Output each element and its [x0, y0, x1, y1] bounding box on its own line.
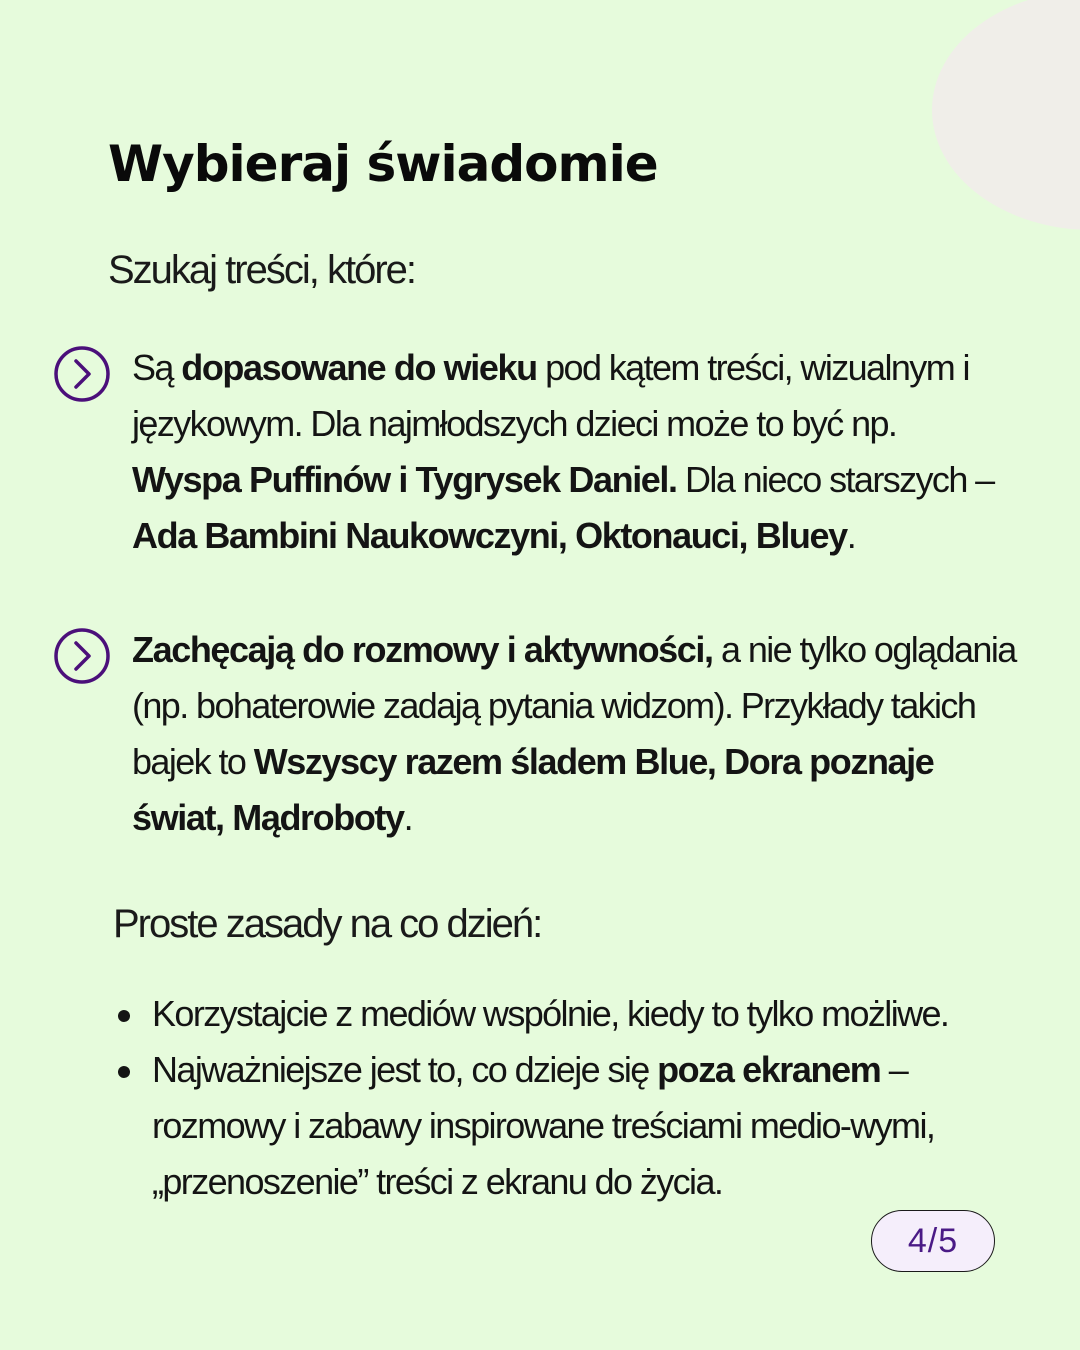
- intro-text: Szukaj treści, które:: [108, 248, 416, 292]
- page-indicator: 4/5: [871, 1210, 995, 1272]
- list-item: [52, 622, 1022, 846]
- page-title: Wybieraj świadomie: [108, 135, 658, 193]
- item-text: Są dopasowane do wieku pod kątem treści, wizualnym i językowym. Dla najmłodszych dzieci może to być np. Wyspa Puffinów i Tygrysek Daniel. Dla nieco starszych – Ada Bambini Naukowczyni, Oktonauci, Bluey.: [132, 347, 994, 556]
- decorative-blob: [932, 0, 1080, 230]
- list-item: Najważniejsze jest to, co dzieje się poza ekranem – rozmowy i zabawy inspirowane treściami medio-wymi, „przenoszenie” treści z ekranu do życia.: [114, 1042, 974, 1210]
- section-subtitle: Proste zasady na co dzień:: [113, 902, 542, 946]
- rules-list: [114, 986, 974, 1210]
- chevron-right-circle-icon: [52, 344, 112, 404]
- list-item: Korzystajcie z mediów wspólnie, kiedy to tylko możliwe.: [114, 986, 974, 1042]
- bullet-icon: [118, 1010, 130, 1022]
- list-item: [52, 340, 1022, 564]
- item-text: Zachęcają do rozmowy i aktywności, a nie tylko oglądania (np. bohaterowie zadają pytania widzom). Przykłady takich bajek to Wszyscy razem śladem Blue, Dora poznaje świat, Mądroboty.: [132, 629, 1016, 838]
- chevron-right-circle-icon: [52, 626, 112, 686]
- bullet-icon: [118, 1066, 130, 1078]
